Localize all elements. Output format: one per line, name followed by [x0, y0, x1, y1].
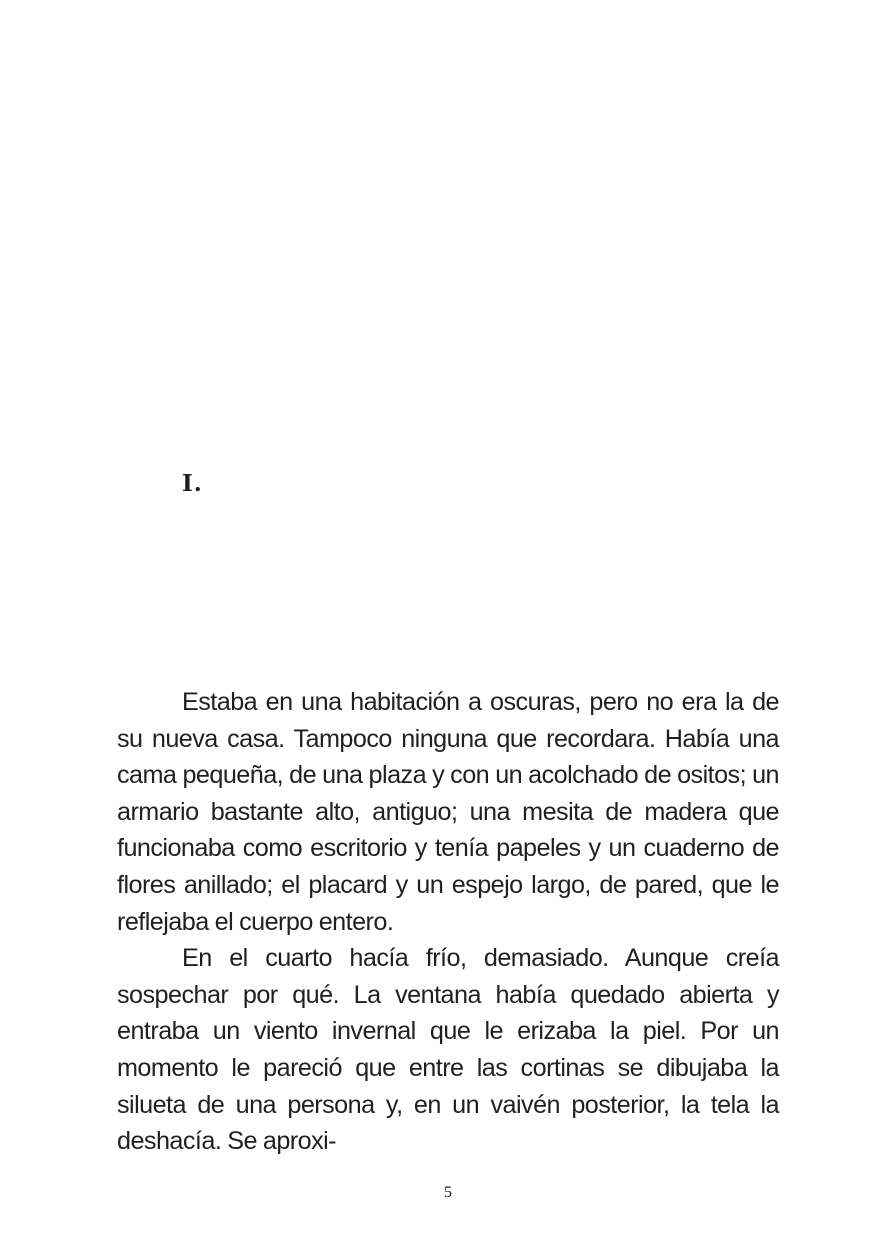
- paragraph-2: En el cuarto hacía frío, demasiado. Aunque creía sospechar por qué. La ventana había quedado abierta y entraba un viento invernal que le erizaba la piel. Por un momento le pareció que entre las cortinas se dibujaba la silueta de una persona y, en un vaivén posterior, la tela la deshacía. Se aproxi-: [117, 944, 779, 1156]
- chapter-body: [117, 684, 779, 1160]
- page-number: 5: [444, 1184, 452, 1201]
- chapter-number: I.: [182, 470, 203, 497]
- paragraph-1: Estaba en una habitación a oscuras, pero no era la de su nueva casa. Tampoco ninguna que recordara. Había una cama pequeña, de una plaza y con un acolchado de ositos; un armario bastante alto, antiguo; una mesita de madera que funcionaba como escritorio y tenía papeles y un cuaderno de flores anillado; el placard y un espejo largo, de pared, que le reflejaba el cuerpo entero.: [117, 688, 779, 936]
